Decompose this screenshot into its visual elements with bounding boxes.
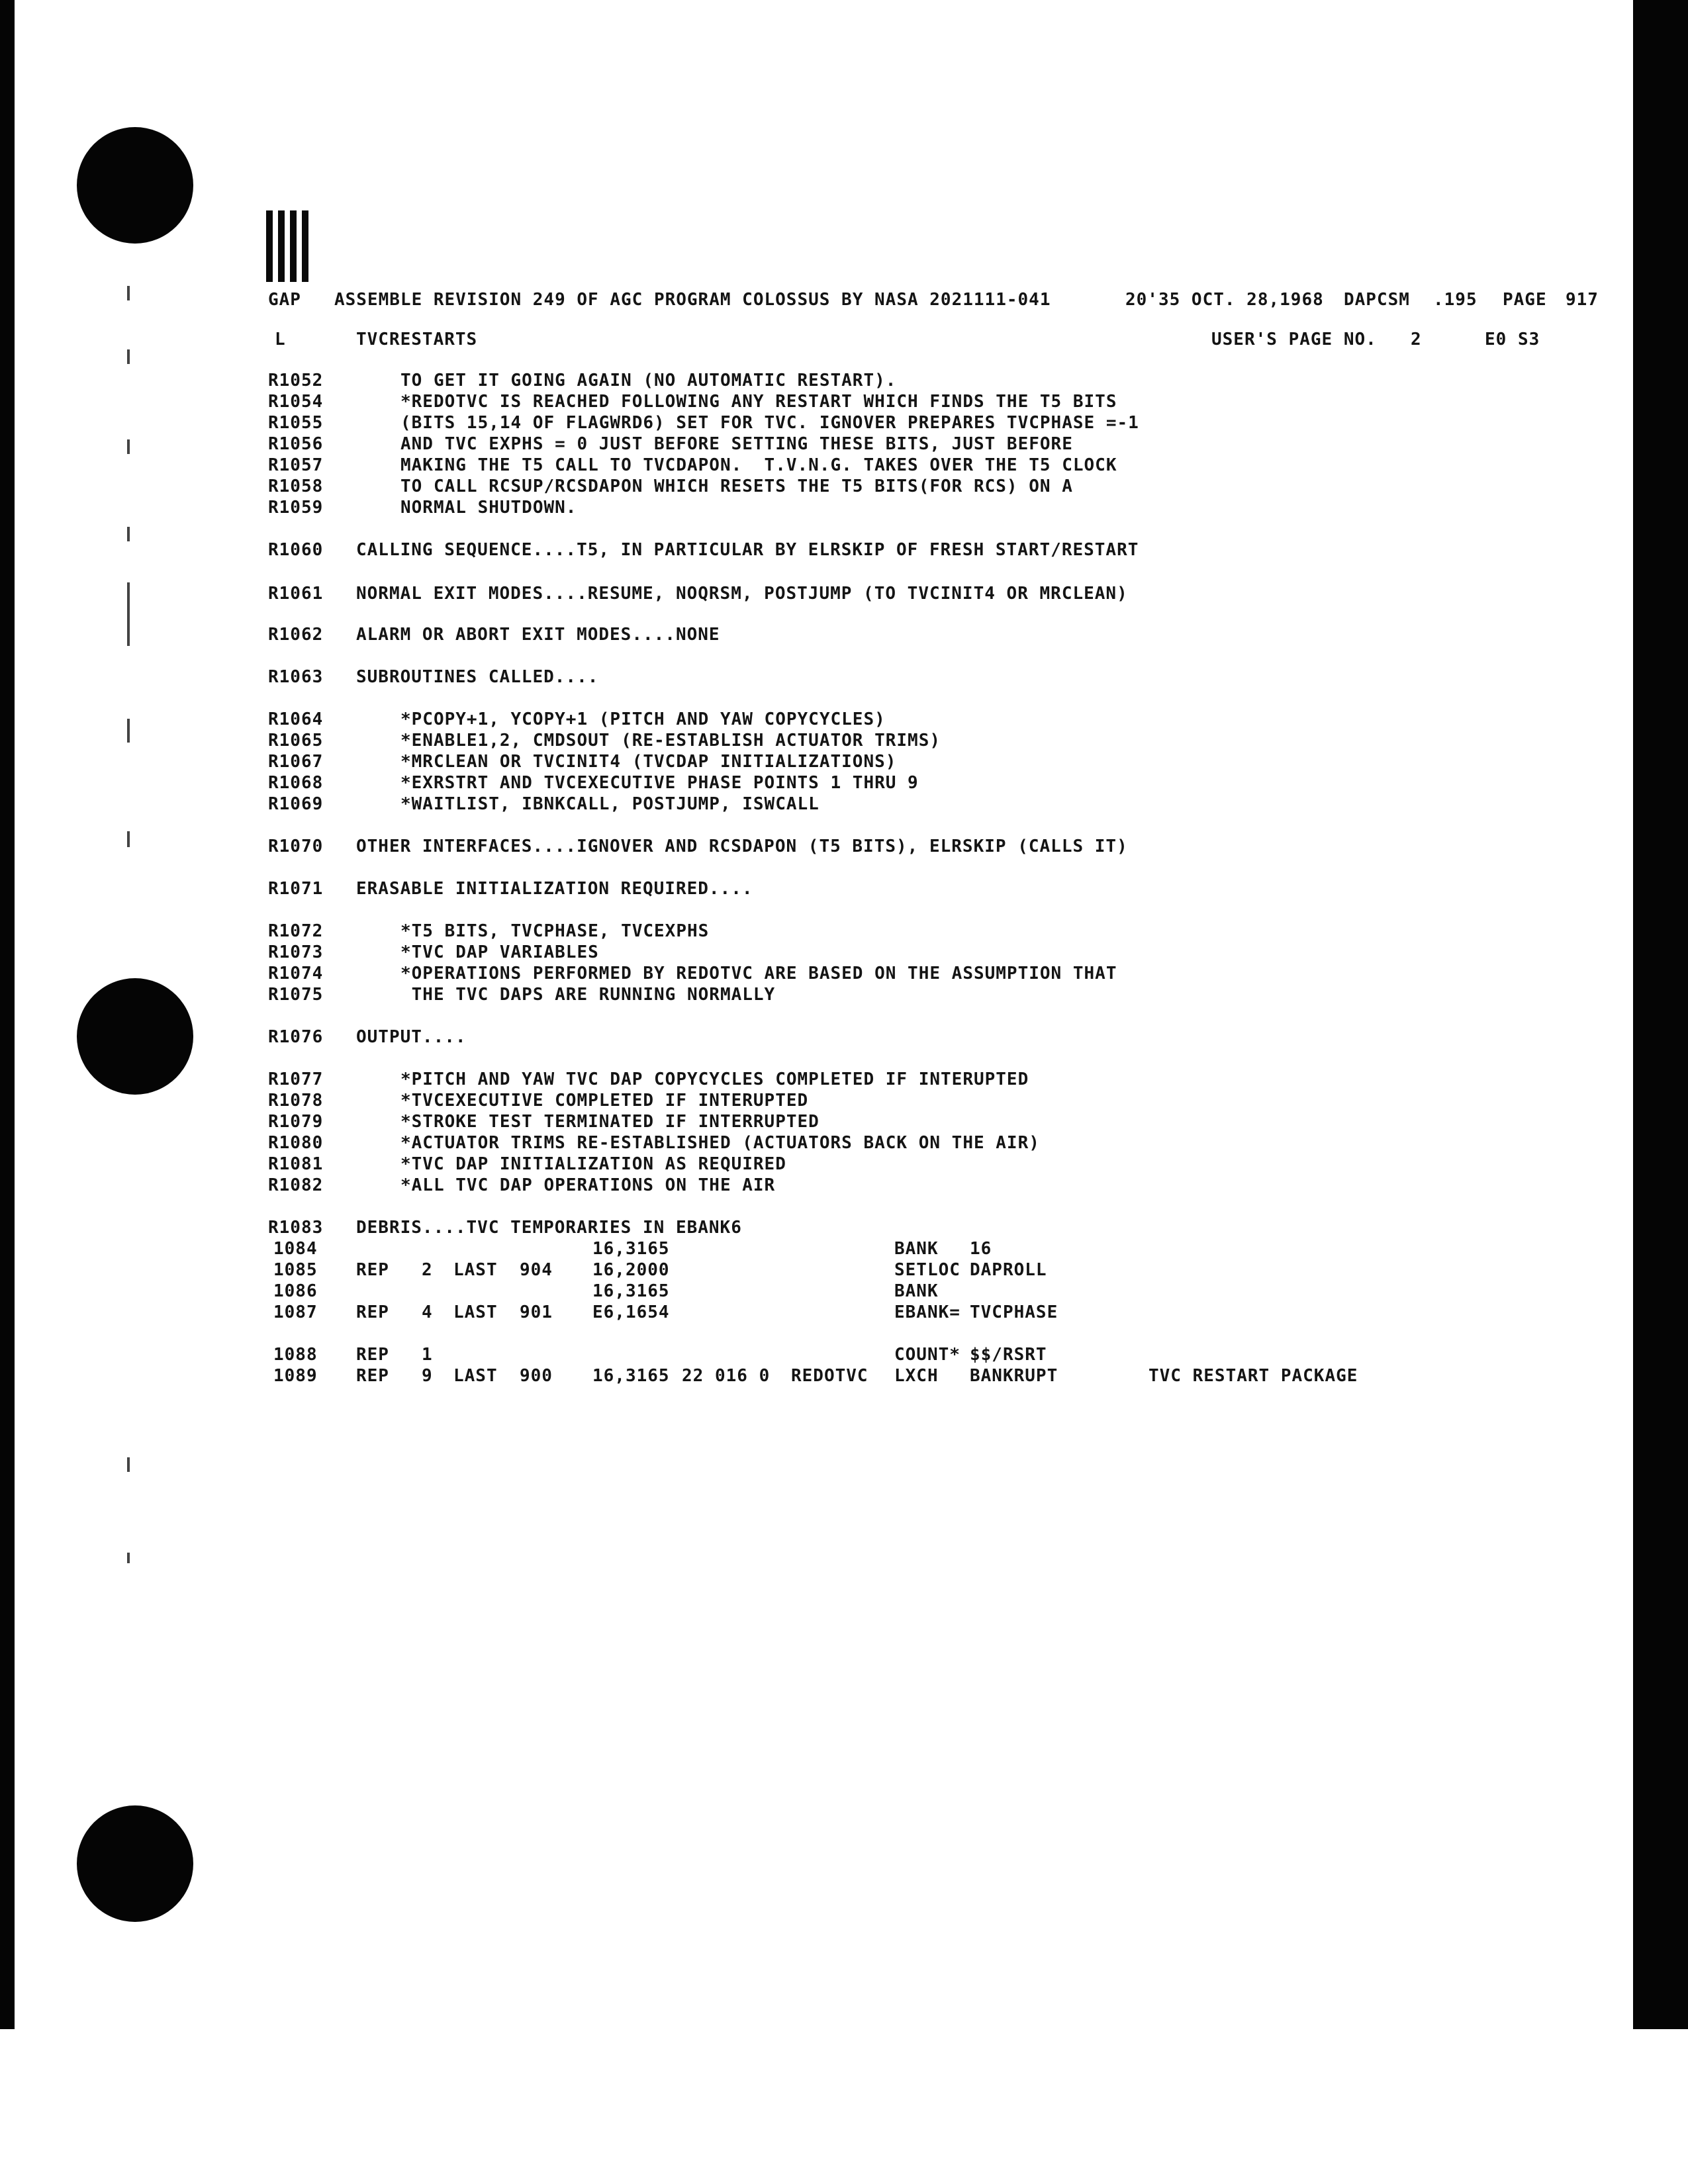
header-page-number: 917 bbox=[1566, 290, 1599, 310]
header-mark: GAP bbox=[268, 290, 301, 310]
punch-hole-bottom bbox=[77, 1805, 193, 1922]
line-text: *ENABLE1,2, CMDSOUT (RE-ESTABLISH ACTUATOR TRIMS) bbox=[400, 731, 941, 751]
listing-line bbox=[268, 540, 1526, 561]
line-number: R1070 bbox=[268, 837, 324, 856]
listing-line bbox=[268, 477, 1526, 498]
cell-comment: TVC RESTART PACKAGE bbox=[1149, 1366, 1358, 1386]
listing-line bbox=[268, 964, 1526, 985]
line-text: *PCOPY+1, YCOPY+1 (PITCH AND YAW COPYCYCLES) bbox=[400, 709, 886, 729]
cell-num: 1089 bbox=[273, 1366, 318, 1386]
margin-tick bbox=[127, 286, 130, 300]
cell-op: EBANK= bbox=[894, 1302, 961, 1322]
cell-num: 1086 bbox=[273, 1281, 318, 1301]
listing-line bbox=[268, 1218, 1526, 1239]
margin-tick bbox=[127, 1457, 130, 1472]
header-time-date: 20'35 OCT. 28,1968 bbox=[1125, 290, 1324, 310]
line-text: OUTPUT.... bbox=[356, 1027, 467, 1047]
cell-num: 1085 bbox=[273, 1260, 318, 1280]
cell-count: 4 bbox=[422, 1302, 433, 1322]
line-text: *REDOTVC IS REACHED FOLLOWING ANY RESTART WHICH FINDS THE T5 BITS bbox=[400, 392, 1117, 412]
listing-line bbox=[268, 879, 1526, 900]
table-row bbox=[268, 1302, 1460, 1324]
margin-tick bbox=[127, 719, 130, 743]
line-text: *WAITLIST, IBNKCALL, POSTJUMP, ISWCALL bbox=[400, 794, 820, 814]
line-text: MAKING THE T5 CALL TO TVCDAPON. T.V.N.G. TAKES OVER THE T5 CLOCK bbox=[400, 455, 1117, 475]
cell-operand: 16 bbox=[970, 1239, 992, 1259]
cell-op: COUNT* bbox=[894, 1345, 961, 1365]
line-text: OTHER INTERFACES....IGNOVER AND RCSDAPON (T5 BITS), ELRSKIP (CALLS IT) bbox=[356, 837, 1128, 856]
listing-line bbox=[268, 1133, 1526, 1154]
line-text: *EXRSTRT AND TVCEXECUTIVE PHASE POINTS 1 THRU 9 bbox=[400, 773, 919, 793]
line-text: NORMAL SHUTDOWN. bbox=[400, 498, 577, 518]
listing-line bbox=[268, 794, 1526, 815]
cell-op: BANK bbox=[894, 1281, 939, 1301]
line-number: R1058 bbox=[268, 477, 324, 496]
listing-line bbox=[268, 773, 1526, 794]
cell-op: SETLOC bbox=[894, 1260, 961, 1280]
punch-hole-top bbox=[77, 127, 193, 244]
listing-line bbox=[268, 1027, 1526, 1048]
listing-line bbox=[268, 498, 1526, 519]
line-number: R1076 bbox=[268, 1027, 324, 1047]
margin-tick bbox=[127, 831, 130, 847]
line-number: R1062 bbox=[268, 625, 324, 645]
table-row bbox=[268, 1366, 1460, 1387]
line-text: CALLING SEQUENCE....T5, IN PARTICULAR BY ELRSKIP OF FRESH START/RESTART bbox=[356, 540, 1139, 560]
line-number: R1052 bbox=[268, 371, 324, 390]
line-text: *MRCLEAN OR TVCINIT4 (TVCDAP INITIALIZATIONS) bbox=[400, 752, 897, 772]
line-text: *T5 BITS, TVCPHASE, TVCEXPHS bbox=[400, 921, 710, 941]
line-number: R1065 bbox=[268, 731, 324, 751]
line-text: *STROKE TEST TERMINATED IF INTERRUPTED bbox=[400, 1112, 820, 1132]
cell-addr: E6,1654 bbox=[592, 1302, 670, 1322]
margin-tick bbox=[127, 582, 130, 646]
line-text: TO CALL RCSUP/RCSDAPON WHICH RESETS THE T5 BITS(FOR RCS) ON A bbox=[400, 477, 1073, 496]
user-page-label: USER'S PAGE NO. bbox=[1211, 330, 1377, 349]
listing-line bbox=[268, 371, 1526, 392]
page-header bbox=[268, 290, 1618, 314]
cell-operand: BANKRUPT bbox=[970, 1366, 1058, 1386]
listing-line bbox=[268, 837, 1526, 858]
line-number: R1075 bbox=[268, 985, 324, 1005]
cell-num: 1084 bbox=[273, 1239, 318, 1259]
listing-line bbox=[268, 667, 1526, 688]
listing-line bbox=[268, 1091, 1526, 1112]
cell-addr: 16,2000 bbox=[592, 1260, 670, 1280]
line-text: *TVC DAP VARIABLES bbox=[400, 942, 599, 962]
cell-rep: REP bbox=[356, 1260, 389, 1280]
listing-line bbox=[268, 752, 1526, 773]
section-title: TVCRESTARTS bbox=[356, 330, 478, 349]
table-row bbox=[268, 1345, 1460, 1366]
cell-count: 2 bbox=[422, 1260, 433, 1280]
line-number: R1082 bbox=[268, 1175, 324, 1195]
listing-line bbox=[268, 455, 1526, 477]
line-text: *PITCH AND YAW TVC DAP COPYCYCLES COMPLETED IF INTERUPTED bbox=[400, 1069, 1029, 1089]
cell-addr: 16,3165 bbox=[592, 1366, 670, 1386]
line-text: AND TVC EXPHS = 0 JUST BEFORE SETTING THESE BITS, JUST BEFORE bbox=[400, 434, 1073, 454]
cell-addr: 16,3165 bbox=[592, 1281, 670, 1301]
listing-line bbox=[268, 392, 1526, 413]
line-number: R1064 bbox=[268, 709, 324, 729]
cell-last-num: 900 bbox=[520, 1366, 553, 1386]
line-number: R1060 bbox=[268, 540, 324, 560]
cell-num: 1088 bbox=[273, 1345, 318, 1365]
scan-border-left bbox=[0, 0, 15, 2029]
line-number: R1072 bbox=[268, 921, 324, 941]
line-text: *ACTUATOR TRIMS RE-ESTABLISHED (ACTUATORS BACK ON THE AIR) bbox=[400, 1133, 1040, 1153]
line-text: NORMAL EXIT MODES....RESUME, NOQRSM, POSTJUMP (TO TVCINIT4 OR MRCLEAN) bbox=[356, 584, 1128, 604]
cell-op: BANK bbox=[894, 1239, 939, 1259]
cell-count: 1 bbox=[422, 1345, 433, 1365]
line-number: R1061 bbox=[268, 584, 324, 604]
cell-last: LAST bbox=[453, 1260, 498, 1280]
cell-last-num: 901 bbox=[520, 1302, 553, 1322]
listing-line bbox=[268, 942, 1526, 964]
listing-line bbox=[268, 731, 1526, 752]
cell-last: LAST bbox=[453, 1366, 498, 1386]
margin-tick bbox=[127, 1553, 130, 1563]
page-subheader bbox=[268, 330, 1618, 353]
cell-count: 9 bbox=[422, 1366, 433, 1386]
line-text: DEBRIS....TVC TEMPORARIES IN EBANK6 bbox=[356, 1218, 742, 1238]
cell-rep: REP bbox=[356, 1345, 389, 1365]
line-text: TO GET IT GOING AGAIN (NO AUTOMATIC RESTART). bbox=[400, 371, 897, 390]
listing-line bbox=[268, 985, 1526, 1006]
line-number: R1063 bbox=[268, 667, 324, 687]
listing-line bbox=[268, 625, 1526, 646]
line-number: R1083 bbox=[268, 1218, 324, 1238]
line-number: R1069 bbox=[268, 794, 324, 814]
cell-op: LXCH bbox=[894, 1366, 939, 1386]
header-page-label: PAGE bbox=[1503, 290, 1547, 310]
line-number: R1068 bbox=[268, 773, 324, 793]
line-number: R1057 bbox=[268, 455, 324, 475]
listing-line bbox=[268, 1175, 1526, 1197]
cell-label: REDOTVC bbox=[791, 1366, 868, 1386]
cell-rep: REP bbox=[356, 1302, 389, 1322]
line-number: R1074 bbox=[268, 964, 324, 983]
line-text: *TVCEXECUTIVE COMPLETED IF INTERUPTED bbox=[400, 1091, 809, 1111]
line-number: R1080 bbox=[268, 1133, 324, 1153]
cell-rep: REP bbox=[356, 1366, 389, 1386]
line-number: R1054 bbox=[268, 392, 324, 412]
margin-tick bbox=[127, 439, 130, 454]
margin-tick bbox=[127, 349, 130, 364]
cell-last-num: 904 bbox=[520, 1260, 553, 1280]
subheader-code: E0 S3 bbox=[1485, 330, 1540, 349]
line-number: R1067 bbox=[268, 752, 324, 772]
cell-num: 1087 bbox=[273, 1302, 318, 1322]
assemble-title: ASSEMBLE REVISION 249 OF AGC PROGRAM COLOSSUS BY NASA 2021111-041 bbox=[334, 290, 1051, 310]
line-text: ALARM OR ABORT EXIT MODES....NONE bbox=[356, 625, 720, 645]
line-text: *ALL TVC DAP OPERATIONS ON THE AIR bbox=[400, 1175, 776, 1195]
cell-operand: $$/RSRT bbox=[970, 1345, 1047, 1365]
listing-line bbox=[268, 709, 1526, 731]
listing-line bbox=[268, 584, 1526, 605]
line-number: R1078 bbox=[268, 1091, 324, 1111]
user-page-number: 2 bbox=[1411, 330, 1422, 349]
table-row bbox=[268, 1260, 1460, 1281]
gap-bar-mark bbox=[266, 210, 319, 282]
line-number: R1071 bbox=[268, 879, 324, 899]
margin-tick bbox=[127, 527, 130, 541]
line-text: THE TVC DAPS ARE RUNNING NORMALLY bbox=[400, 985, 776, 1005]
header-program: DAPCSM bbox=[1344, 290, 1410, 310]
table-row bbox=[268, 1281, 1460, 1302]
listing-line bbox=[268, 1069, 1526, 1091]
line-number: R1056 bbox=[268, 434, 324, 454]
cell-addr: 16,3165 bbox=[592, 1239, 670, 1259]
line-number: R1079 bbox=[268, 1112, 324, 1132]
subheader-letter: L bbox=[275, 330, 286, 349]
listing-line bbox=[268, 921, 1526, 942]
listing-line bbox=[268, 413, 1526, 434]
line-number: R1073 bbox=[268, 942, 324, 962]
scan-border-right bbox=[1633, 0, 1688, 2029]
line-text: ERASABLE INITIALIZATION REQUIRED.... bbox=[356, 879, 753, 899]
table-row bbox=[268, 1239, 1460, 1260]
line-number: R1055 bbox=[268, 413, 324, 433]
listing-line bbox=[268, 434, 1526, 455]
line-number: R1077 bbox=[268, 1069, 324, 1089]
cell-last: LAST bbox=[453, 1302, 498, 1322]
line-number: R1059 bbox=[268, 498, 324, 518]
line-text: *TVC DAP INITIALIZATION AS REQUIRED bbox=[400, 1154, 786, 1174]
header-code: .195 bbox=[1433, 290, 1477, 310]
line-text: SUBROUTINES CALLED.... bbox=[356, 667, 599, 687]
cell-operand: DAPROLL bbox=[970, 1260, 1047, 1280]
cell-octal: 22 016 0 bbox=[682, 1366, 771, 1386]
line-text: *OPERATIONS PERFORMED BY REDOTVC ARE BASED ON THE ASSUMPTION THAT bbox=[400, 964, 1117, 983]
punch-hole-middle bbox=[77, 978, 193, 1095]
cell-operand: TVCPHASE bbox=[970, 1302, 1058, 1322]
listing-line bbox=[268, 1154, 1526, 1175]
listing-line bbox=[268, 1112, 1526, 1133]
line-text: (BITS 15,14 OF FLAGWRD6) SET FOR TVC. IGNOVER PREPARES TVCPHASE =-1 bbox=[400, 413, 1139, 433]
line-number: R1081 bbox=[268, 1154, 324, 1174]
